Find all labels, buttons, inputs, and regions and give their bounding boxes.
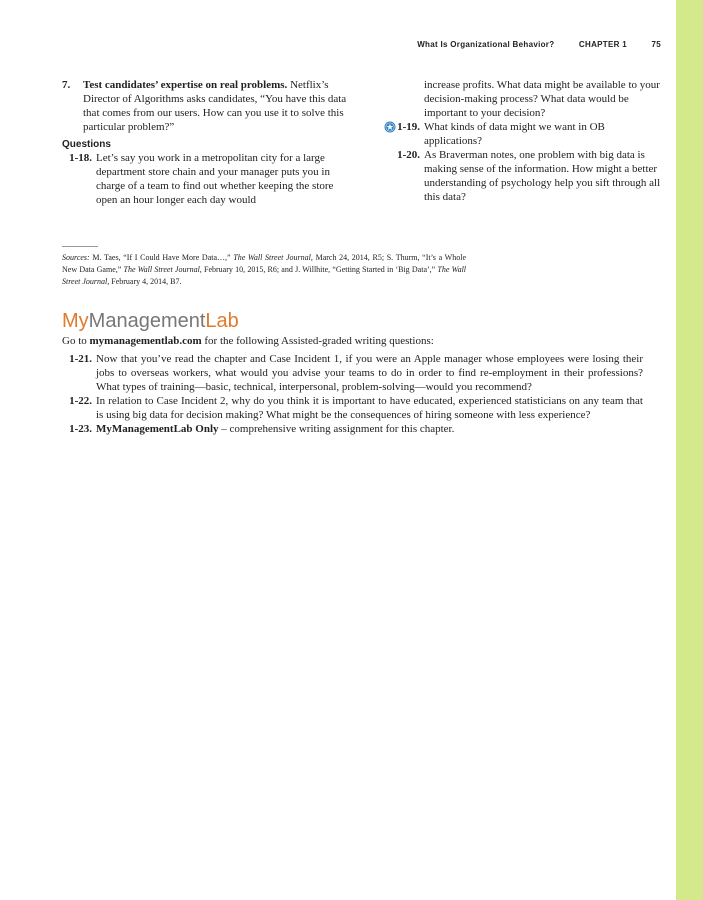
logo-my: My <box>62 310 89 332</box>
source-journal: The Wall Street Journal, <box>233 253 313 262</box>
question-text: In relation to Case Incident 2, why do you think it is important to have educated, experienced statisticians on any team that is using big data for decision making? What might be the consequences of hiring someone with less experience? <box>96 395 643 421</box>
question-text: – comprehensive writing assignment for this chapter. <box>218 423 455 435</box>
logo-management: Management <box>88 310 206 332</box>
item-text: Netflix’s Director of Algorithms asks candidates, “You have this data that comes from our users. How can you use it to solve this particular problem?” <box>83 79 347 133</box>
running-head-chapter: CHAPTER 1 <box>578 40 627 49</box>
sources-note <box>62 252 466 288</box>
question-text: As Braverman notes, one problem with big data is making sense of the information. How might a better understanding of psychology help you sift through all this data? <box>424 149 661 203</box>
right-column <box>380 78 662 204</box>
question-1-18 <box>62 151 354 207</box>
star-badge-icon <box>384 121 396 133</box>
logo-lab: Lab <box>205 310 239 332</box>
running-head-title: What Is Organizational Behavior? <box>417 40 555 49</box>
source-text: M. Taes, “If I Could Have More Data…,” <box>89 253 234 262</box>
question-number: 1-18. <box>69 152 92 164</box>
item-bold-lead: Test candidates’ expertise on real problems. <box>83 79 288 91</box>
question-1-20 <box>380 148 662 204</box>
running-head <box>0 40 661 49</box>
source-journal: The Wall Street Journal, <box>62 265 467 286</box>
question-1-21 <box>62 352 643 394</box>
list-item-7 <box>62 78 354 134</box>
question-1-18-continued: increase profits. What data might be available to your decision-making process? What data would be important to your decision? <box>424 79 660 119</box>
item-number: 7. <box>62 79 71 91</box>
question-1-23 <box>62 422 643 436</box>
question-text: Let’s say you work in a metropolitan city for a large department store chain and your manager puts you in charge of a team to find out whether keeping the store open an hour longer each day would <box>96 152 334 206</box>
questions-heading: Questions <box>62 139 111 150</box>
mymanagementlab-logo <box>62 309 239 333</box>
question-1-22 <box>62 394 643 422</box>
question-1-19 <box>380 120 662 148</box>
question-number: 1-19. <box>397 121 420 133</box>
question-number: 1-22. <box>69 395 92 407</box>
question-number: 1-23. <box>69 423 92 435</box>
question-number: 1-20. <box>397 149 420 161</box>
writing-questions <box>62 352 643 436</box>
goto-site-link[interactable]: mymanagementlab.com <box>89 335 202 347</box>
source-text: February 4, 2014, B7. <box>109 277 182 286</box>
sources-divider <box>62 246 98 247</box>
source-journal: The Wall Street Journal, <box>123 265 202 274</box>
question-text: What kinds of data might we want in OB applications? <box>424 121 605 147</box>
source-text: March 24, 2014, R5; S. Thurm, “It’s a Whole New Data Game,” <box>62 253 466 274</box>
sources-label: Sources: <box>62 253 90 262</box>
page-edge-color-bar <box>676 0 703 900</box>
question-text: Now that you’ve read the chapter and Case Incident 1, if you were an Apple manager whose employees were losing their jobs to overseas workers, what would you advise your teams to do in order to find re-employment in their professions? What types of training—basic, technical, interpersonal, problem-solving—would you recommend? <box>96 353 643 393</box>
question-bold-lead: MyManagementLab Only <box>96 423 219 435</box>
goto-instruction <box>62 334 652 348</box>
left-column <box>62 78 354 207</box>
question-number: 1-21. <box>69 353 92 365</box>
goto-suffix: for the following Assisted-graded writing questions: <box>201 335 434 347</box>
source-text: February 10, 2015, R6; and J. Willhite, “Getting Started in ‘Big Data’,” <box>201 265 438 274</box>
goto-prefix: Go to <box>62 335 90 347</box>
page-number: 75 <box>651 40 661 49</box>
